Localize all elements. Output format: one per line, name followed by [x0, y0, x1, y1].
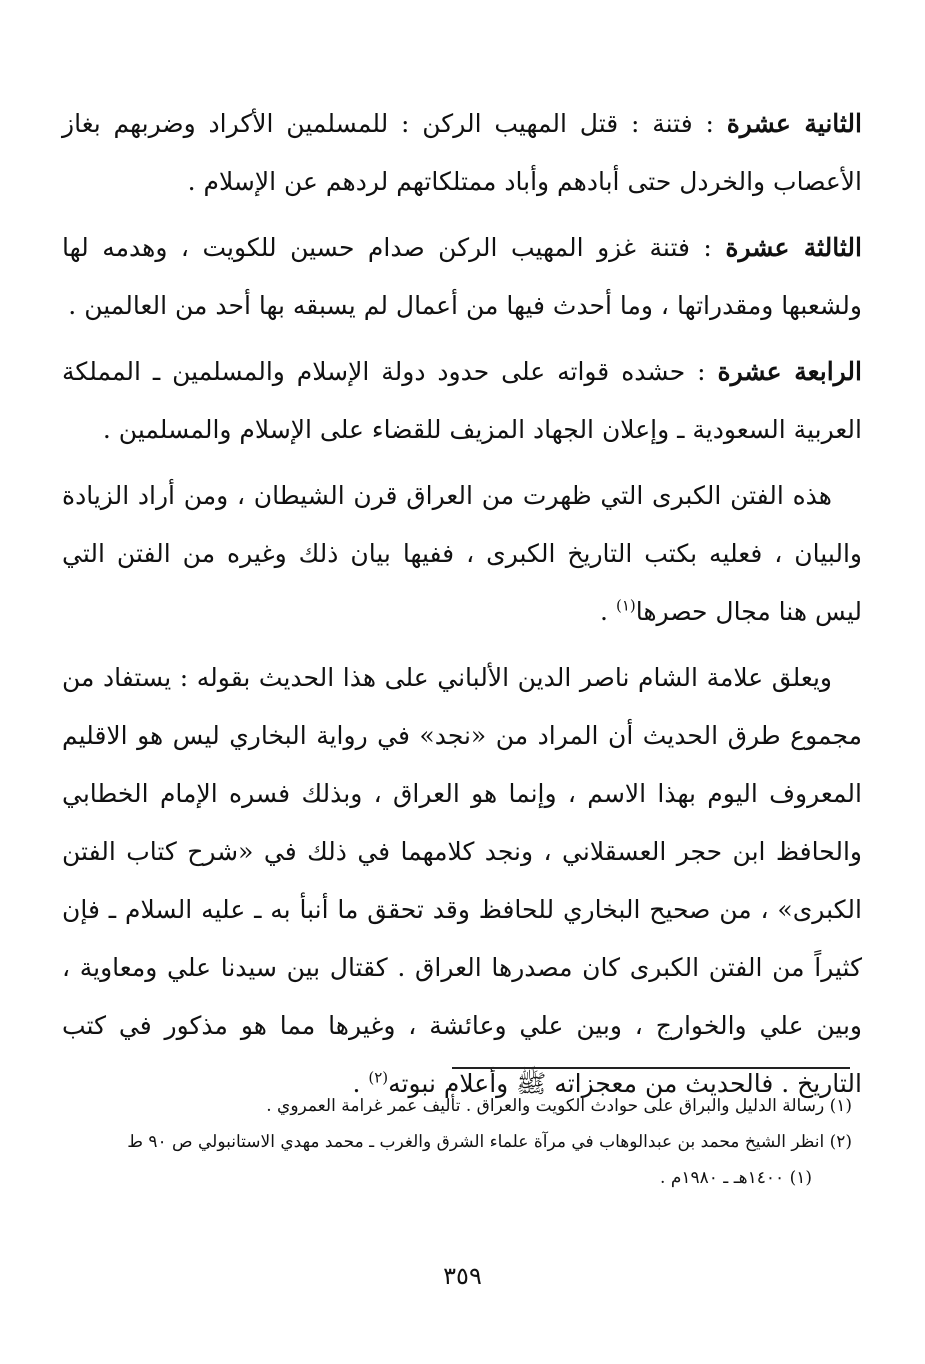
footnote-separator [452, 1067, 850, 1069]
footnote-ref[interactable]: (١) [615, 596, 636, 615]
paragraph-albani-comment [62, 649, 862, 1113]
paragraph-thirteenth [62, 219, 862, 335]
paragraph-end: . [352, 1069, 369, 1098]
footnote-ref[interactable]: (٢) [368, 1068, 389, 1087]
paragraph-term: الرابعة عشرة [717, 357, 862, 386]
paragraph-text: هذه الفتن الكبرى التي ظهرت من العراق قرن الشيطان ، ومن أراد الزيادة والبيان ، فعليه بكتب التاريخ الكبرى ، ففيها بيان ذلك وغيره من الفتن التي ليس هنا مجال حصرها [62, 481, 862, 626]
paragraph-text: ويعلق علامة الشام ناصر الدين الألباني على هذا الحديث بقوله : يستفاد من مجموع طرق الحديث أن المراد من «نجد» في رواية البخاري ليس هو الاقليم المعروف اليوم بهذا الاسم ، وإنما هو العراق ، وبذلك فسره الإمام الخطابي والحافظ ابن حجر العسقلاني ، ونجد كلامهما في ذلك في «شرح كتاب الفتن الكبرى» ، من صحيح البخاري للحافظ وقد تحقق ما أنبأ به ـ عليه السلام ـ فإن كثيراً من الفتن الكبرى كان مصدرها العراق . كقتال بين سيدنا علي ومعاوية ، وبين علي والخوارج ، وبين علي وعائشة ، وغيرها مما هو مذكور في كتب التاريخ . فالحديث من معجزاته ﷺ وأعلام نبوته [62, 663, 862, 1098]
paragraph-term: الثالثة عشرة [725, 233, 862, 262]
paragraph-summary [62, 467, 862, 641]
footnotes [62, 1088, 852, 1196]
footnote-2 [62, 1124, 852, 1196]
paragraph-end: . [600, 597, 616, 626]
footnote-continuation: (١) ١٤٠٠هـ ـ ١٩٨٠م . [660, 1168, 812, 1188]
paragraph-fourteenth [62, 343, 862, 459]
footnote-text: (١) رسالة الدليل والبراق على حوادث الكويت والعراق . تأليف عمر غرامة العمروي . [266, 1096, 852, 1116]
main-text [62, 95, 862, 1121]
footnote-text: (٢) انظر الشيخ محمد بن عبدالوهاب في مرآة علماء الشرق والغرب ـ محمد مهدي الاستانبولي ص ٩٠ ط [127, 1132, 852, 1152]
paragraph-twelfth [62, 95, 862, 211]
paragraph-term: الثانية عشرة [726, 109, 862, 138]
page-number: ٣٥٩ [443, 1262, 482, 1290]
paragraph-text: : حشده قواته على حدود دولة الإسلام والمسلمين ـ المملكة العربية السعودية ـ وإعلان الجهاد المزيف للقضاء على الإسلام والمسلمين . [62, 357, 862, 444]
paragraph-text: : فتنة غزو المهيب الركن صدام حسين للكويت ، وهدمه لها ولشعبها ومقدراتها ، وما أحدث فيها من أعمال لم يسبقه بها أحد من العالمين . [62, 233, 862, 320]
footnote-1 [62, 1088, 852, 1124]
paragraph-text: : فتنة : قتل المهيب الركن : للمسلمين الأكراد وضربهم بغاز الأعصاب والخردل حتى أبادهم وأباد ممتلكاتهم لردهم عن الإسلام . [62, 109, 862, 196]
